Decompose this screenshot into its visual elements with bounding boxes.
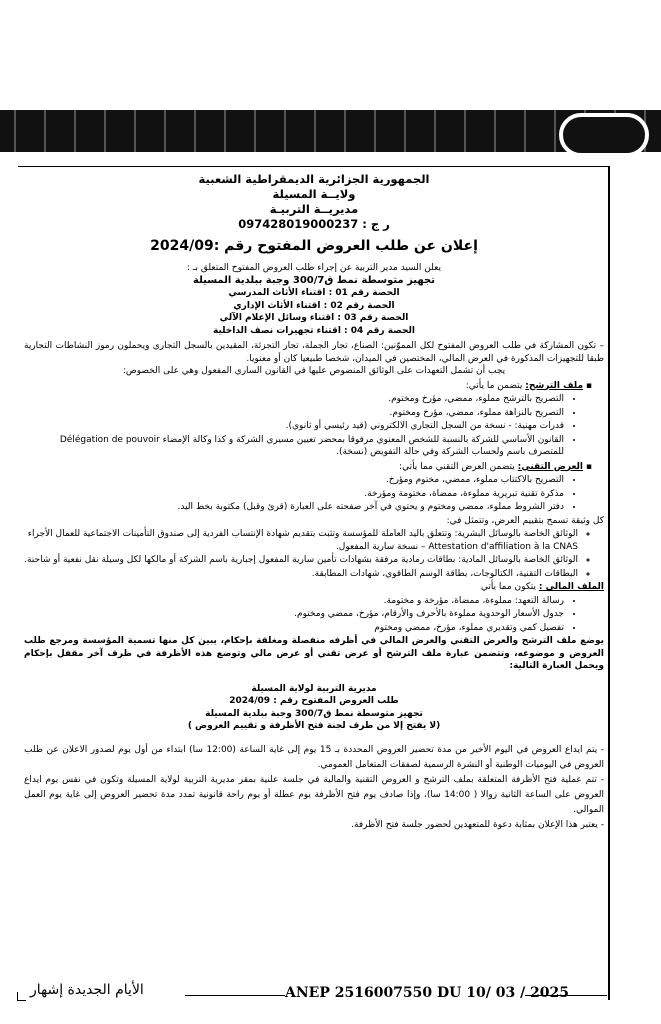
list-item: • التصريح بالنزاهة مملوء، ممضي، مؤرخ ومختوم. xyxy=(24,407,564,420)
financial-list xyxy=(24,595,604,635)
footer xyxy=(0,982,661,1012)
envelope-label-1: مديرية التربية لولاية المسيلة xyxy=(251,683,377,694)
list-item: • جدول الأسعار الوحدوية مملوءة بالأحرف والأرقام، مؤرخ، ممضي ومختوم. xyxy=(24,608,564,621)
envelope-label-3: تجهيز متوسطة نمط ق300/7 وجبة ببلدية المسيلة xyxy=(205,708,423,719)
list-item: • مذكرة تقنية تبريرية مملوءة، ممضاة، مختومة ومؤرخة. xyxy=(24,488,564,501)
candidature-lead: يتضمن ما يأتي: xyxy=(465,380,526,391)
wilaya-heading: ولايــة المسيلة xyxy=(272,187,356,201)
lot-4: الحصة رقم 04 : اقتناء تجهيزات نصف الداخلية xyxy=(212,325,415,336)
corner-mark xyxy=(17,992,26,1001)
decorative-logo-shape xyxy=(559,113,649,157)
financial-section xyxy=(24,581,604,594)
lot-2: الحصة رقم 02 : اقتناء الأثاث الإداري xyxy=(233,300,395,311)
list-item: • القانون الأساسي للشركة بالنسبة للشخص المعنوي مرفوقا بمحضر تعيين مسيري الشركة و كذا وكالة الإمضاء Délégation de pouvoir للمتصرف باسم ولحساب الشركة وفي حالة التفويض (نسخة). xyxy=(24,434,564,459)
intro-text: يعلن السيد مدير التربية عن إجراء طلب العروض المفتوح المتعلق بـ : xyxy=(187,263,441,273)
publication-name: الأيام الجديدة إشهار xyxy=(30,982,144,998)
list-item: • دفتر الشروط مملوء، ممضي ومختوم و يحتوي في آخر صفحته على العبارة (قرئ وقبل) مكتوبة بخط اليد. xyxy=(24,501,564,514)
requirements-text: يجب أن تشمل التعهدات على الوثائق المنصوص عليها في القانون الساري المفعول وهي على الخصوص: xyxy=(122,366,506,376)
notice-title: إعلان عن طلب العروض المفتوح رقم :2024/09 xyxy=(150,238,478,254)
participation-text: – تكون المشاركة في طلب العروض المفتوح لكل المموّنين: الصناع، تجار الجملة، تجار التجزئة، المقيدين بالسجل التجاري ويحملون رموز النشاطات التجارية طبقا للتجهيزات المذكورة في العرض المالي، المختصين في الميدان، شخصا طبيعيا كان أو معنويا. xyxy=(24,341,604,364)
anep-reference: ANEP 2516007550 DU 10/ 03 / 2025 xyxy=(285,985,570,1001)
footer-rule xyxy=(185,995,285,996)
directorate-heading: مديريــة التربيـة xyxy=(269,202,359,216)
note-invitation: - يعتبر هذا الإعلان بمثابة دعوة للمتعهدين لحضور جلسة فتح الأظرفة. xyxy=(351,819,604,830)
note-deposit: - يتم ايداع العروض في اليوم الأخير من مدة تحضير العروض المحددة بـ 15 يوم إلى غاية الساعة (12:00 سا) ابتداء من أول يوم لصدور الاعلان عن طلب العروض في اليوميات الوطنية أو النشرة الرسمية لصفقات المتعامل العمومي. xyxy=(24,744,605,770)
tax-id: ر ج : 097428019000237 xyxy=(238,217,390,231)
list-item: ◦ البطاقات التقنية، الكتالوجات، بطاقة الوسم الطاقوي، شهادات المطابقة. xyxy=(24,568,578,581)
envelope-label-2: طلب العروض المفتوح رقم : 2024/09 xyxy=(229,696,399,706)
list-item: • التصريح بالاكتتاب مملوء، ممضي، مختوم ومؤرخ. xyxy=(24,474,564,487)
list-item: • التصريح بالترشح مملوء، ممضي، مؤرخ ومختوم. xyxy=(24,393,564,406)
candidature-list xyxy=(24,393,604,459)
technical-list xyxy=(24,474,604,514)
list-item: • تفصيل كمي وتقديري مملوء، مؤرخ، ممضي ومختوم xyxy=(24,622,564,635)
lot-1: الحصة رقم 01 : اقتناء الأثاث المدرسي xyxy=(228,288,400,298)
envelope-label-4: (لا يفتح إلا من طرف لجنة فتح الأظرفة و تقييم العروض ) xyxy=(187,721,441,731)
list-item: ◦ الوثائق الخاصة بالوسائل البشرية: وتتعلق باليد العاملة للمؤسسة وتثبت بتقديم شهادة الإنتساب الفردية إلى صندوق التأمينات الاجتماعية للعمال الأجراء Attestation d'affiliation à la CNAS – نسخة سارية المفعول. xyxy=(24,528,578,553)
tender-notice xyxy=(24,172,604,833)
technical-lead: يتضمن العرض التقني مما يأتي: xyxy=(399,461,518,472)
list-item: • قدرات مهنية: - نسخة من السجل التجاري الالكتروني (قيد رئيسي أو ثانوي). xyxy=(24,420,564,433)
financial-lead: يتكون مما يأتي xyxy=(480,582,539,592)
project-title: تجهيز متوسطة نمط ق300/7 وجبة ببلدية المسيلة xyxy=(193,274,435,286)
lot-3: الحصة رقم 03 : اقتناء وسائل الإعلام الآلي xyxy=(219,313,409,323)
footer-rule xyxy=(525,995,607,996)
technical-title: العرض التقني: xyxy=(517,461,584,472)
envelope-text: يوضع ملف الترشح والعرض التقني والعرض المالي في أظرفه منفصلة ومغلقة بإحكام، يبين كل منها تسمية المؤسسة ومرجع طلب العروض و موضوعه، وتتضمن عبارة ملف الترشح أو عرض تقني أو عرض مالي وتوضع هذه الأظرفة في ظرف آخر مقفل بإحكام ويحمل العبارة التالية: xyxy=(24,636,604,671)
technical-section: ▪ العرض التقني: يتضمن العرض التقني مما يأتي: xyxy=(399,461,592,472)
list-item: • رسالة التعهد: مملوءة، ممضاة، مؤرخة و مختومة. xyxy=(24,595,564,608)
technical-docs-lead: كل وثيقة تسمح بتقييم العرض، وتتمثل في: xyxy=(446,515,604,526)
candidature-section: ▪ ملف الترشح: يتضمن ما يأتي: xyxy=(465,380,592,391)
financial-title: الملف المالي : xyxy=(538,582,604,592)
republic-heading: الجمهورية الجزائرية الديمقراطية الشعبية xyxy=(198,172,430,186)
list-item: ◦ الوثائق الخاصة بالوسائل المادية: بطاقات رمادية مرفقة بشهادات تأمين سارية المفعول إجبارية باسم الشركة أو مالكها لكل وسيلة نقل نفعية أو شاحنة. xyxy=(24,554,578,567)
note-opening: - تتم عملية فتح الأظرفة المتعلقة بملف الترشح و العروض التقنية والمالية في جلسة علنية بمقر مديرية التربية لولاية المسيلة وتكون في نفس يوم ايداع العروض على الساعة الثانية زوالا ( 14:00 سا)، وإذا صادف يوم فتح الأظرفة يوم عطلة أو يوم راحة قانونية تمدد مدة تحضير العروض إلى غاية يوم العمل الموالي. xyxy=(24,774,604,815)
technical-docs-list xyxy=(24,528,604,580)
candidature-title: ملف الترشح: xyxy=(525,380,584,391)
